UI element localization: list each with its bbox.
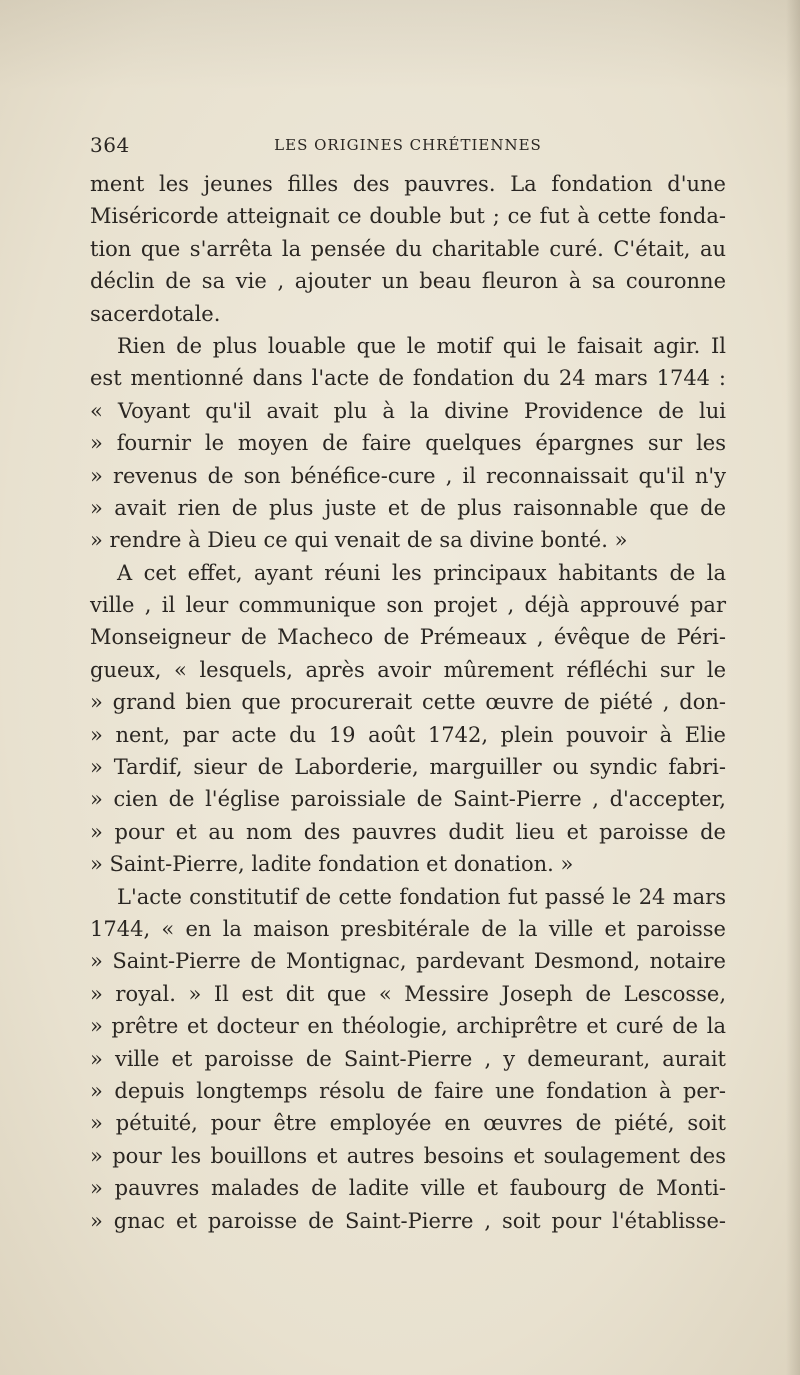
text-line: sacerdotale. <box>90 301 221 326</box>
text-line: » Saint-Pierre de Montignac, pardevant Desmond, notaire <box>90 949 726 974</box>
text-line: » prêtre et docteur en théologie, archiprêtre et curé de la <box>90 1014 726 1039</box>
page-shadow-top <box>0 0 800 90</box>
text-line: » grand bien que procurerait cette œuvre de piété , don- <box>90 690 726 715</box>
text-line: est mentionné dans l'acte de fondation du 24 mars 1744 : <box>90 366 726 391</box>
text-line: Rien de plus louable que le motif qui le faisait agir. Il <box>117 333 726 358</box>
text-line: » gnac et paroisse de Saint-Pierre , soit pour l'établisse- <box>90 1208 726 1233</box>
text-line: » revenus de son bénéfice-cure , il reconnaissait qu'il n'y <box>90 463 726 488</box>
running-title: LES ORIGINES CHRÉTIENNES <box>274 136 542 154</box>
text-line: » royal. » Il est dit que « Messire Joseph de Lescosse, <box>90 981 726 1006</box>
text-line: déclin de sa vie , ajouter un beau fleuron à sa couronne <box>90 269 726 294</box>
text-line: » Tardif, sieur de Laborderie, marguiller ou syndic fabri- <box>90 755 726 780</box>
text-line: gueux, « lesquels, après avoir mûrement réfléchi sur le <box>90 657 726 682</box>
text-line: » pétuité, pour être employée en œuvres de piété, soit <box>90 1111 726 1136</box>
text-line: ville , il leur communique son projet , déjà approuvé par <box>90 593 726 618</box>
page-number: 364 <box>90 133 130 157</box>
text-line: Miséricorde atteignait ce double but ; ce fut à cette fonda- <box>90 204 726 229</box>
text-line: tion que s'arrêta la pensée du charitable curé. C'était, au <box>90 236 726 261</box>
text-line: » pour les bouillons et autres besoins et soulagement des <box>90 1143 726 1168</box>
text-line: » pour et au nom des pauvres dudit lieu et paroisse de <box>90 819 726 844</box>
text-line: » nent, par acte du 19 août 1742, plein pouvoir à Elie <box>90 722 726 747</box>
text-line: » depuis longtemps résolu de faire une fondation à per- <box>90 1078 726 1103</box>
text-line: » rendre à Dieu ce qui venait de sa divine bonté. » <box>90 528 628 553</box>
text-line: » fournir le moyen de faire quelques épargnes sur les <box>90 431 726 456</box>
text-line: » Saint-Pierre, ladite fondation et donation. » <box>90 852 574 877</box>
text-line: Monseigneur de Machecо de Prémeaux , évêque de Péri- <box>90 625 726 650</box>
text-line: 1744, « en la maison presbitérale de la ville et paroisse <box>90 916 726 941</box>
text-line: « Voyant qu'il avait plu à la divine Providence de lui <box>90 398 726 423</box>
text-line: L'acte constitutif de cette fondation fut passé le 24 mars <box>117 884 726 909</box>
text-line: A cet effet, ayant réuni les principaux habitants de la <box>117 560 726 585</box>
page-header <box>90 133 726 161</box>
page-edge-shadow <box>786 0 800 1375</box>
text-line: » avait rien de plus juste et de plus raisonnable que de <box>90 495 726 520</box>
body-text <box>90 168 726 1237</box>
text-line: ment les jeunes filles des pauvres. La fondation d'une <box>90 172 726 196</box>
text-line: » pauvres malades de ladite ville et faubourg de Monti- <box>90 1176 726 1201</box>
text-line: » cien de l'église paroissiale de Saint-Pierre , d'accepter, <box>90 787 726 812</box>
text-line: » ville et paroisse de Saint-Pierre , y demeurant, aurait <box>90 1046 726 1071</box>
